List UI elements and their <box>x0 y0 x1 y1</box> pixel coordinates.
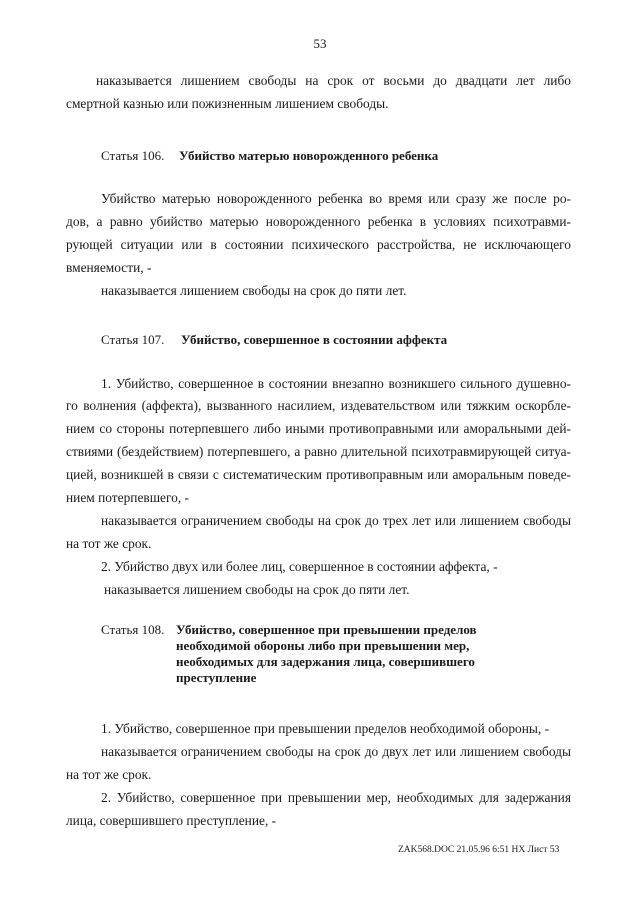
article-heading <box>101 148 438 164</box>
article-heading <box>101 332 447 348</box>
text-line: рующей ситуации или в состоянии психического расстройства, не исключающего <box>66 237 571 252</box>
text-line: 2. Убийство, совершенное при превышении мер, необходимых для задержания <box>101 790 571 805</box>
text-line: наказывается лишением свободы на срок до пяти лет. <box>104 582 410 597</box>
text-line: лица, совершившего преступление, - <box>66 813 277 828</box>
text-line: на тот же срок. <box>66 536 152 551</box>
text-line: цией, возникшей в связи с систематическим противоправным или аморальным поведе- <box>66 467 571 482</box>
text-line: 1. Убийство, совершенное при превышении пределов необходимой обороны, - <box>101 721 550 736</box>
text-line: Убийство матерью новорожденного ребенка во время или сразу же после ро- <box>101 191 571 206</box>
page-number: 53 <box>313 36 327 51</box>
text-line: нием со стороны потерпевшего либо иными противоправными или аморальными дей- <box>66 421 571 436</box>
article-number: Статья 106. <box>101 148 165 163</box>
text-line: го волнения (аффекта), вызванного насилием, издевательством или тяжким оскорбле- <box>66 398 571 413</box>
text-line: 2. Убийство двух или более лиц, совершенное в состоянии аффекта, - <box>101 559 498 574</box>
article-title: Убийство, совершенное при превышении пределов необходимой обороны либо при превышении мер, необходимых для задержания лица, совершившего преступление <box>176 622 477 685</box>
page-footer: ZAK568.DOC 21.05.96 6:51 НХ Лист 53 <box>398 845 560 855</box>
article-title: Убийство, совершенное в состоянии аффекта <box>181 332 448 347</box>
text-line: дов, а равно убийство матерью новорожденного ребенка в условиях психотравми- <box>66 214 571 229</box>
article-title: Убийство матерью новорожденного ребенка <box>179 148 439 163</box>
article-number: Статья 108. <box>101 622 165 637</box>
text-line: 1. Убийство, совершенное в состоянии внезапно возникшего сильного душевно- <box>101 376 571 391</box>
text-line: смертной казнью или пожизненным лишением свободы. <box>66 96 389 111</box>
text-line: вменяемости, - <box>66 260 152 275</box>
article-number: Статья 107. <box>101 332 165 347</box>
text-line: наказывается лишением свободы на срок от восьми до двадцати лет либо <box>96 73 571 88</box>
text-line: ствиями (бездействием) потерпевшего, а равно длительной психотравмирующей ситуа- <box>66 444 571 459</box>
text-line: наказывается ограничением свободы на срок до трех лет или лишением свободы <box>101 513 571 528</box>
text-line: наказывается лишением свободы на срок до пяти лет. <box>101 283 407 298</box>
text-line: на тот же срок. <box>66 767 152 782</box>
text-line: наказывается ограничением свободы на срок до двух лет или лишением свободы <box>101 744 571 759</box>
text-line: нием потерпевшего, - <box>66 490 189 505</box>
